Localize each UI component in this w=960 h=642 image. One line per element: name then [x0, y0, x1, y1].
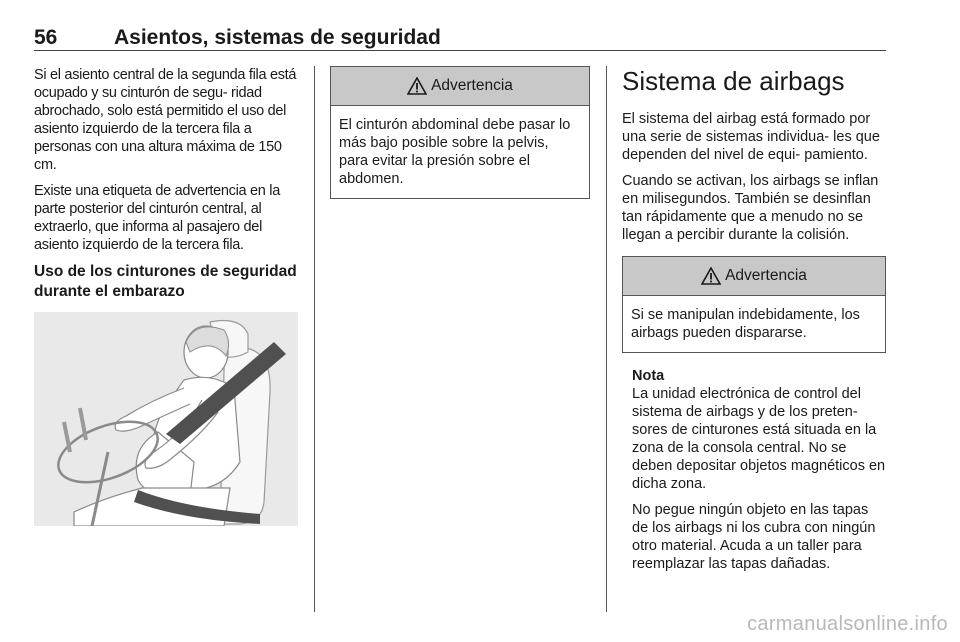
- paragraph: El sistema del airbag está formado por una serie de sistemas individua- les que dependen del nivel de equi- pamiento.: [622, 111, 880, 163]
- warning-triangle-icon: [407, 77, 427, 95]
- column-right: [622, 66, 886, 581]
- note-paragraph: La unidad electrónica de control del sistema de airbags y de los preten- sores de cinturones está situada en la zona de la consola central. No se deben depositar objetos magnéticos en dicha zona.: [632, 386, 886, 492]
- warning-text: El cinturón abdominal debe pasar lo más bajo posible sobre la pelvis, para evitar la presión sobre el abdomen.: [339, 117, 571, 187]
- page-number: 56: [34, 26, 58, 49]
- warning-header: [331, 67, 589, 106]
- note-label: Nota: [632, 368, 665, 384]
- column-left: [34, 66, 302, 526]
- illustration-graphic: [34, 312, 298, 526]
- page-header: [34, 20, 886, 51]
- paragraph: Existe una etiqueta de advertencia en la parte posterior del cinturón central, al extraerlo, que informa al pasajero del asiento izquierdo de la tercera fila.: [34, 183, 280, 253]
- warning-header: [623, 257, 885, 296]
- warning-title: Advertencia: [431, 77, 513, 94]
- note-paragraph: No pegue ningún objeto en las tapas de los airbags ni los cubra con ningún otro material. Acuda a un taller para reemplazar las tapas dañadas.: [632, 502, 876, 572]
- column-divider: [314, 66, 315, 612]
- paragraph: Cuando se activan, los airbags se inflan en milisegundos. También se desinflan tan rápidamente que a menudo no se llegan a percibir durante la colisión.: [622, 173, 879, 243]
- column-divider: [606, 66, 607, 612]
- section-title: Sistema de airbags: [622, 66, 845, 96]
- page-title: Asientos, sistemas de seguridad: [114, 26, 441, 49]
- warning-box: [330, 66, 590, 199]
- subheading: Uso de los cinturones de seguridad durante el embarazo: [34, 263, 297, 300]
- paragraph: Si el asiento central de la segunda fila está ocupado y su cinturón de segu- ridad abrochado, solo está permitido el uso del asiento izquierdo de la tercera fila a personas con una altura máxima de 150 cm.: [34, 67, 297, 173]
- warning-triangle-icon: [701, 267, 721, 285]
- watermark: carmanualsonline.info: [747, 613, 948, 635]
- note-block: [622, 367, 886, 573]
- column-middle: [330, 66, 590, 199]
- pregnant-seatbelt-illustration: [34, 312, 298, 526]
- warning-box: [622, 256, 886, 353]
- warning-title: Advertencia: [725, 267, 807, 284]
- warning-text: Si se manipulan indebidamente, los airbags pueden dispararse.: [631, 307, 860, 341]
